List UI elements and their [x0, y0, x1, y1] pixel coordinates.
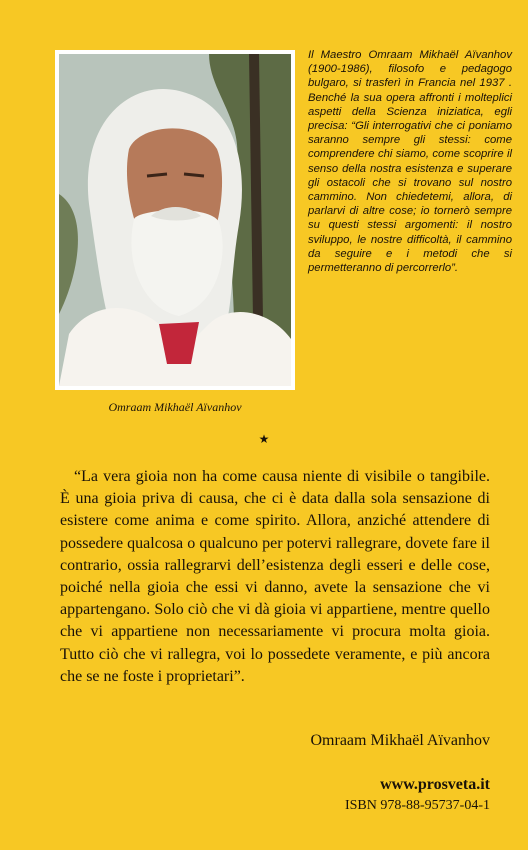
publisher-website: www.prosveta.it — [380, 776, 490, 793]
quote-author: Omraam Mikhaël Aïvanhov — [310, 732, 490, 749]
portrait-photo-illustration — [59, 54, 291, 386]
separator-star: ★ — [258, 432, 270, 446]
author-biography: Il Maestro Omraam Mikhaël Aïvanhov (1900-1986), filosofo e pedagogo bulgaro, si trasferì in Francia nel 1937 . Benché la sua opera affronti i molteplici aspetti della Scienza iniziatica, egli precisa: “Gli interrogativi che ci poniamo saranno sempre gli stessi: come comprendere chi siamo, come scoprire il senso della nostra esistenza e superare gli ostacoli che si trovano sul nostro cammino. Non chiedetemi, allora, di parlarvi di altre cose; io tornerò sempre su questi stessi argomenti: il nostro sviluppo, le nostre difficoltà, il cammino da seguire e i metodi che si permetteranno di percorrerlo”. — [308, 49, 512, 275]
isbn-number: ISBN 978-88-95737-04-1 — [344, 798, 490, 813]
photo-caption: Omraam Mikhaël Aïvanhov — [108, 400, 242, 414]
portrait-photo-frame — [55, 50, 295, 390]
portrait-photo — [59, 54, 291, 386]
quote-paragraph: “La vera gioia non ha come causa niente di visibile o tangibile. È una gioia priva di causa, che ci è data dalla sola sensazione di esistere come anima e come spirito. Allora, anziché attendere di possedere qualcosa o qualcuno per potervi rallegrare, dovete fare il contrario, ossia rallegrarvi dell’esistenza degli esseri e delle cose, poiché nella gioia che essi vi danno, avete la sensazione che vi appartengano. Solo ciò che vi dà gioia vi appartiene, mentre quello che vi appartiene non necessariamente vi procura molta gioia. Tutto ciò che vi rallegra, voi lo possedete veramente, e più ancora che se ne foste i proprietari”. — [60, 468, 490, 685]
